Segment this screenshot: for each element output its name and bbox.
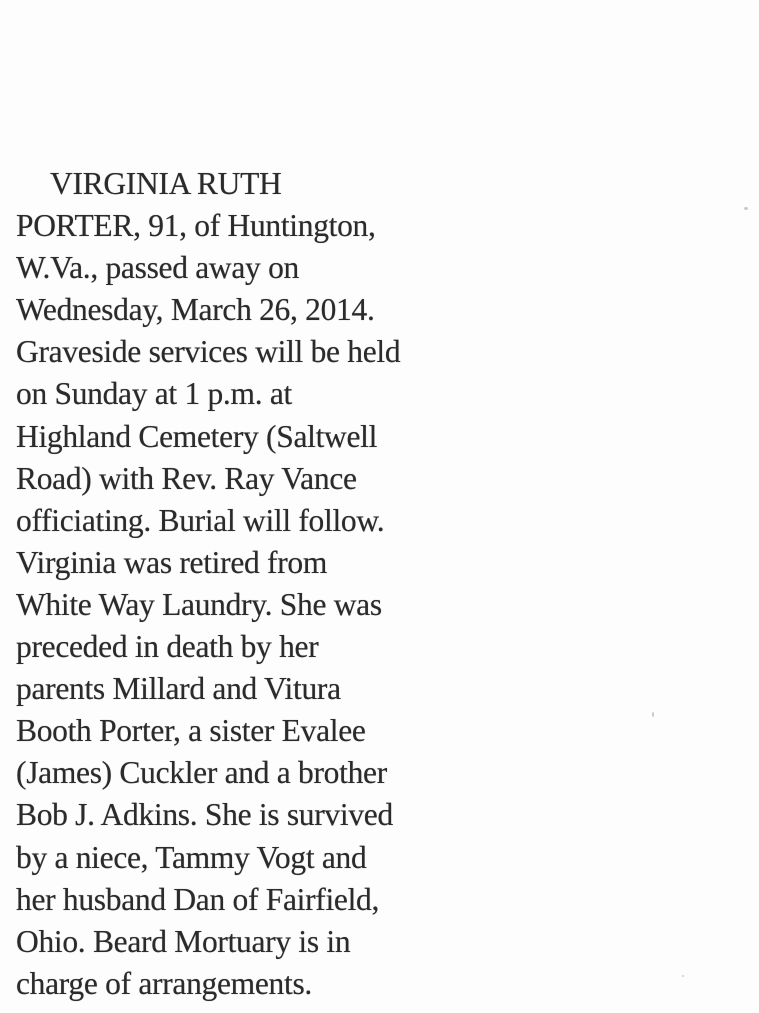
obituary-line: officiating. Burial will follow. (16, 502, 385, 538)
obituary-line: Wednesday, March 26, 2014. (16, 292, 375, 328)
obituary-line: Road) with Rev. Ray Vance (16, 460, 357, 496)
obituary-line: Booth Porter, a sister Evalee (16, 713, 366, 749)
scan-speck (682, 975, 684, 977)
obituary-line: PORTER, 91, of Huntington, (16, 208, 376, 244)
obituary-line: preceded in death by her (16, 629, 319, 665)
obituary-line: Ohio. Beard Mortuary is in (16, 923, 351, 959)
obituary-text (16, 163, 476, 1005)
obituary-line: her husband Dan of Fairfield, (16, 881, 380, 917)
obituary-line: charge of arrangements. (16, 965, 312, 1001)
obituary-line: Bob J. Adkins. She is survived (16, 797, 393, 833)
obituary-line: VIRGINIA RUTH (50, 166, 282, 201)
obituary-line: on Sunday at 1 p.m. at (16, 376, 292, 412)
scan-speck (652, 712, 654, 717)
obituary-line: Virginia was retired from (16, 544, 328, 580)
obituary-line: by a niece, Tammy Vogt and (16, 839, 367, 875)
obituary-line: (James) Cuckler and a brother (16, 755, 387, 791)
obituary-line: parents Millard and Vitura (16, 671, 341, 707)
obituary-line: Graveside services will be held (16, 334, 401, 370)
obituary-line: Highland Cemetery (Saltwell (16, 418, 378, 454)
obituary-line: W.Va., passed away on (16, 250, 299, 286)
obituary-line: White Way Laundry. She was (16, 586, 382, 622)
scan-speck (744, 207, 748, 210)
